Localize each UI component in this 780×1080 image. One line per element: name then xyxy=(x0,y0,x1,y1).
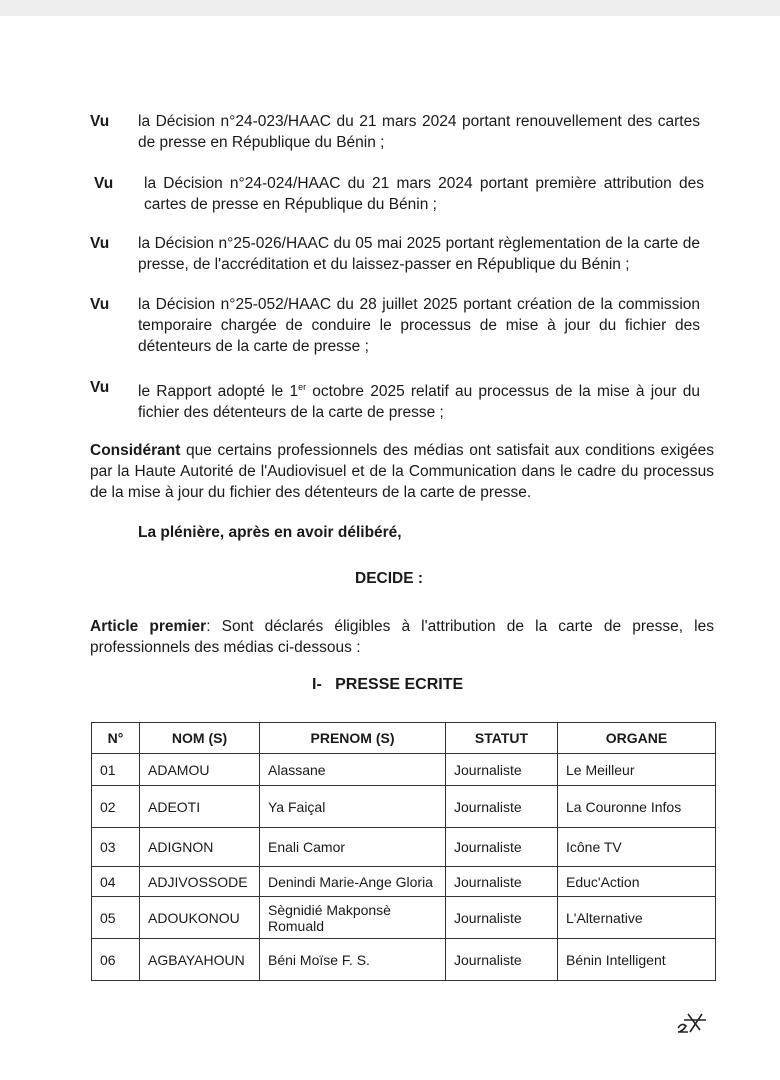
vu-clause-text: la Décision n°24-024/HAAC du 21 mars 2024 portant première attribution des cartes de presse en République du Bénin ; xyxy=(144,175,704,213)
cell-statut: Journaliste xyxy=(446,867,558,897)
cell-nom: ADEOTI xyxy=(140,786,260,828)
cell-nom: ADIGNON xyxy=(140,828,260,867)
cell-number: 06 xyxy=(92,939,140,981)
table-row xyxy=(92,867,716,897)
vu-clause-1 xyxy=(90,111,700,153)
header-nom: NOM (S) xyxy=(140,723,260,754)
article-keyword: Article premier xyxy=(90,618,207,635)
header-organe: ORGANE xyxy=(558,723,716,754)
header-prenom: PRENOM (S) xyxy=(260,723,446,754)
table-row xyxy=(92,828,716,867)
cell-organe: Le Meilleur xyxy=(558,754,716,786)
table-row xyxy=(92,754,716,786)
vu-clause-5 xyxy=(90,377,700,423)
cell-prenom: Béni Moïse F. S. xyxy=(260,939,446,981)
pleniere-line: La plénière, après en avoir délibéré, xyxy=(138,524,402,541)
cell-number: 05 xyxy=(92,897,140,939)
header-number: N° xyxy=(92,723,140,754)
cell-number: 04 xyxy=(92,867,140,897)
cell-statut: Journaliste xyxy=(446,754,558,786)
vu-clause-3 xyxy=(90,233,700,275)
cell-number: 01 xyxy=(92,754,140,786)
cell-organe: La Couronne Infos xyxy=(558,786,716,828)
vu-clause-2 xyxy=(94,173,704,215)
table-row xyxy=(92,786,716,828)
cell-nom: AGBAYAHOUN xyxy=(140,939,260,981)
cell-nom: ADOUKONOU xyxy=(140,897,260,939)
cell-nom: ADJIVOSSODE xyxy=(140,867,260,897)
cell-statut: Journaliste xyxy=(446,939,558,981)
presse-ecrite-table xyxy=(91,722,716,981)
vu-keyword: Vu xyxy=(94,175,114,192)
considerant-text: que certains professionnels des médias ont satisfait aux conditions exigées par la Haute Autorité de l'Audiovisuel et de la Communication dans le cadre du processus de la mise à jour du fichier des détenteurs de la carte de presse. xyxy=(90,442,714,501)
table-row xyxy=(92,897,716,939)
document-page xyxy=(0,16,780,1080)
section-number: I- xyxy=(312,676,322,693)
cell-organe: Icône TV xyxy=(558,828,716,867)
section-title: PRESSE ECRITE xyxy=(335,676,464,693)
cell-organe: Educ'Action xyxy=(558,867,716,897)
cell-prenom: Denindi Marie-Ange Gloria xyxy=(260,867,446,897)
cell-prenom: Ya Faiçal xyxy=(260,786,446,828)
top-strip xyxy=(0,0,780,16)
considerant-paragraph xyxy=(90,440,714,503)
cell-prenom: Alassane xyxy=(260,754,446,786)
article-premier-paragraph xyxy=(90,616,714,658)
table-header-row xyxy=(92,723,716,754)
considerant-keyword: Considérant xyxy=(90,442,181,459)
cell-nom: ADAMOU xyxy=(140,754,260,786)
header-statut: STATUT xyxy=(446,723,558,754)
cell-organe: L'Alternative xyxy=(558,897,716,939)
vu-clause-text: la Décision n°25-052/HAAC du 28 juillet 2025 portant création de la commission temporaire chargée de conduire le processus de mise à jour du fichier des détenteurs de la carte de presse ; xyxy=(138,296,700,355)
vu-keyword: Vu xyxy=(90,113,110,130)
cell-prenom: Enali Camor xyxy=(260,828,446,867)
section-heading xyxy=(312,676,463,694)
vu-keyword: Vu xyxy=(90,296,110,313)
vu-clause-4 xyxy=(90,294,700,357)
handwritten-initials xyxy=(674,1006,714,1036)
vu-clause-text: la Décision n°25-026/HAAC du 05 mai 2025 portant règlementation de la carte de presse, de l'accréditation et du laissez-passer en République du Bénin ; xyxy=(138,235,700,273)
cell-number: 02 xyxy=(92,786,140,828)
cell-organe: Bénin Intelligent xyxy=(558,939,716,981)
vu-keyword: Vu xyxy=(90,235,110,252)
cell-prenom: Sègnidié Makponsè Romuald xyxy=(260,897,446,939)
article-text: : Sont déclarés éligibles à l'attribution de la carte de presse, les professionnels des médias ci-dessous : xyxy=(90,618,714,656)
cell-statut: Journaliste xyxy=(446,828,558,867)
cell-statut: Journaliste xyxy=(446,897,558,939)
vu-clause-text: la Décision n°24-023/HAAC du 21 mars 2024 portant renouvellement des cartes de presse en République du Bénin ; xyxy=(138,113,700,151)
cell-statut: Journaliste xyxy=(446,786,558,828)
vu-clause-text: le Rapport adopté le 1er octobre 2025 relatif au processus de la mise à jour du fichier des détenteurs de la carte de presse ; xyxy=(138,382,700,422)
vu-keyword: Vu xyxy=(90,379,110,396)
table-row xyxy=(92,939,716,981)
cell-number: 03 xyxy=(92,828,140,867)
decide-heading: DECIDE : xyxy=(355,570,424,587)
